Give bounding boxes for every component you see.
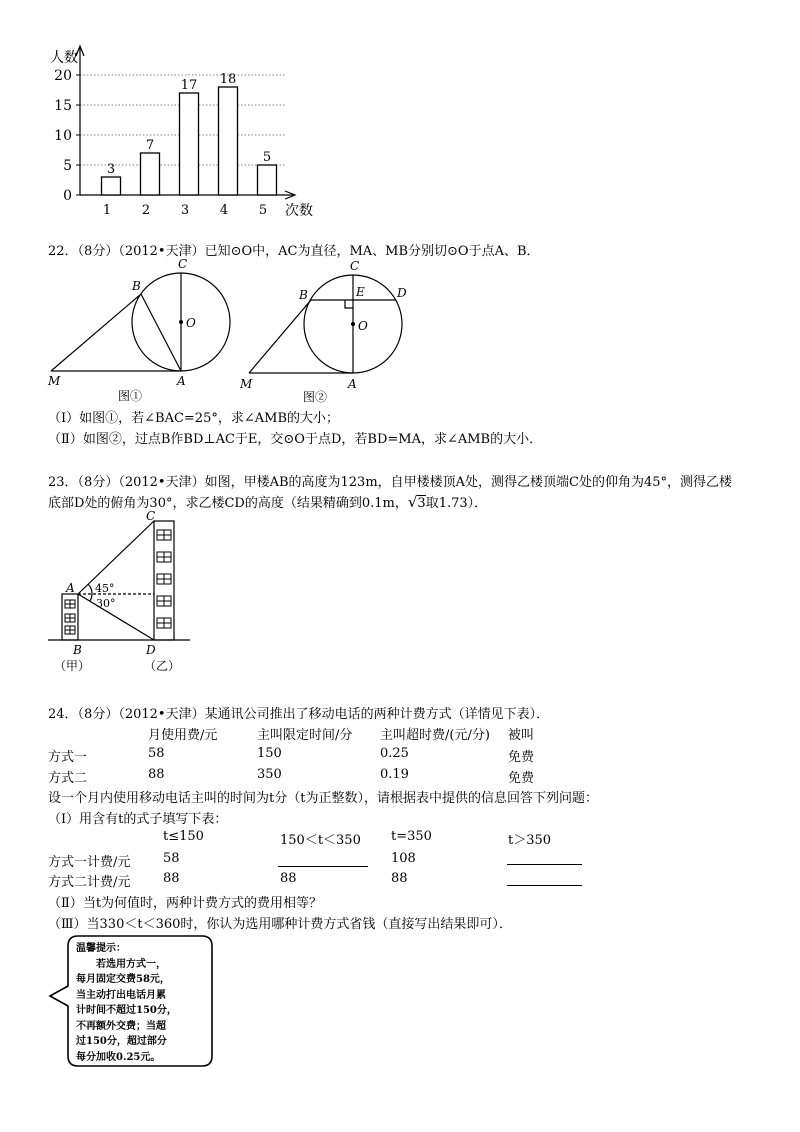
tip-line: 计时间不超过150分， <box>76 1005 177 1016</box>
center-point <box>351 322 355 326</box>
label-o: O <box>186 316 196 330</box>
q22-stem: 22．（8分）（2012•天津）已知⊙O中，AC为直径，MA、MB分别切⊙O于点A、B． <box>48 244 540 259</box>
label-b: B <box>132 279 141 293</box>
x-tick-label: 2 <box>141 203 151 218</box>
bar-value-label: 5 <box>262 150 272 165</box>
tangent-mb <box>249 300 311 373</box>
x-tick-label: 3 <box>180 203 190 218</box>
sqrt-symbol: √ <box>407 493 418 511</box>
windows-ab <box>65 600 75 634</box>
label-a: A <box>66 581 75 595</box>
fee-cell: 150 <box>257 746 282 761</box>
x-tick-label: 4 <box>219 203 229 218</box>
label-e: E <box>356 285 365 299</box>
fill-header: t≤150 <box>163 829 204 844</box>
fee-cell: 免费 <box>508 771 535 786</box>
bar <box>141 153 160 195</box>
fill-cell: 58 <box>163 851 180 866</box>
tip-line: 当主动打出电话月累 <box>76 989 166 1001</box>
fill-cell: 88 <box>163 871 180 886</box>
bar-value-label: 3 <box>106 162 116 177</box>
right-angle-mark <box>345 300 353 308</box>
bar-value-label: 18 <box>219 72 237 87</box>
fill-header: t＞350 <box>508 833 552 848</box>
caption-fig1: 图① <box>118 389 143 403</box>
fee-cell: 58 <box>148 746 165 761</box>
fee-header: 月使用费/元 <box>148 728 218 743</box>
angle-arc-30 <box>90 594 92 601</box>
label-b: B <box>299 288 308 302</box>
fee-header: 主叫限定时间/分 <box>257 728 353 743</box>
sight-line-ac <box>78 521 154 594</box>
label-o: O <box>358 319 368 333</box>
q23-line1: 23．（8分）（2012•天津）如图，甲楼AB的高度为123m，自甲楼楼顶A处，测得乙楼顶端C处的仰角为45°，测得乙楼 <box>48 475 733 490</box>
fee-cell: 方式二 <box>48 771 88 786</box>
fill-header: 150＜t＜350 <box>280 833 361 848</box>
label-b: B <box>73 643 82 657</box>
sqrt-radicand: 3 <box>417 496 426 511</box>
tip-line: 不再额外交费；当超 <box>76 1020 166 1032</box>
q23-figure <box>40 508 240 678</box>
label-angle-30: 30° <box>96 597 116 610</box>
tip-line: 过150分，超过部分 <box>76 1036 167 1047</box>
fee-cell: 0.25 <box>380 746 409 761</box>
fill-cell: 88 <box>391 871 408 886</box>
y-tick-label: 5 <box>63 158 72 174</box>
label-a: A <box>348 377 357 391</box>
fee-cell: 方式一 <box>48 750 88 765</box>
answer-blank[interactable] <box>507 885 582 886</box>
q22-part1: （Ⅰ）如图①，若∠BAC=25°，求∠AMB的大小； <box>48 411 339 426</box>
label-yi: （乙） <box>144 659 181 673</box>
q22-part2: （Ⅱ）如图②，过点B作BD⊥AC于E，交⊙O于点D，若BD=MA，求∠AMB的大小． <box>48 432 543 447</box>
bar-value-label: 7 <box>145 138 155 153</box>
answer-blank[interactable] <box>507 864 582 865</box>
bar <box>180 93 199 195</box>
tip-line: 每分加收0.25元。 <box>76 1051 161 1063</box>
bar <box>102 177 121 195</box>
y-tick-label: 20 <box>54 68 72 84</box>
caption-fig2: 图② <box>303 390 328 404</box>
fee-cell: 88 <box>148 767 165 782</box>
label-c: C <box>350 259 360 273</box>
tip-text <box>76 941 177 1065</box>
y-tick-label: 0 <box>63 188 72 204</box>
bar-value-label: 17 <box>180 78 198 93</box>
q24-part2: （Ⅱ）当t为何值时，两种计费方式的费用相等？ <box>48 896 323 911</box>
q24-stem: 24．（8分）（2012•天津）某通讯公司推出了移动电话的两种计费方式（详情见下表）． <box>48 707 550 722</box>
tangent-mb <box>51 294 141 371</box>
label-m: M <box>48 374 61 388</box>
sight-line-ad <box>78 594 154 640</box>
tip-line: 每月固定交费58元， <box>76 974 170 985</box>
label-m: M <box>240 377 253 391</box>
chord-ba <box>141 294 181 371</box>
y-tick-label: 15 <box>54 98 72 114</box>
label-angle-45: 45° <box>95 582 115 595</box>
angle-arc-45 <box>88 584 92 594</box>
x-tick-label: 1 <box>102 203 112 218</box>
label-d: D <box>146 643 156 657</box>
q22-figure-1 <box>40 255 240 405</box>
tip-title: 温馨提示： <box>76 943 126 954</box>
q24-part3: （Ⅲ）当330＜t＜360时，你认为选用哪种计费方式省钱（直接写出结果即可）． <box>48 917 512 932</box>
y-tick-label: 10 <box>54 128 72 144</box>
center-point <box>179 320 183 324</box>
bar <box>219 87 238 195</box>
fill-cell: 方式一计费/元 <box>48 855 131 870</box>
fee-header: 被叫 <box>508 728 535 743</box>
q24-part1: （Ⅰ）用含有t的式子填写下表： <box>48 812 228 827</box>
fee-cell: 免费 <box>508 750 535 765</box>
x-tick-label: 5 <box>258 203 268 218</box>
answer-blank[interactable] <box>278 866 368 867</box>
q22-figure-2 <box>235 255 435 405</box>
bar-chart <box>0 0 330 225</box>
fee-cell: 350 <box>257 767 282 782</box>
label-c: C <box>146 509 156 523</box>
label-d: D <box>397 286 407 300</box>
q24-intro: 设一个月内使用移动电话主叫的时间为t分（t为正整数），请根据表中提供的信息回答下列问题： <box>48 791 598 806</box>
fee-cell: 0.19 <box>380 767 409 782</box>
label-c: C <box>178 257 188 271</box>
x-axis-label: 次数 <box>285 203 313 219</box>
bar <box>258 165 277 195</box>
y-axis-label: 人数 <box>50 50 78 66</box>
tip-line: 若选用方式一， <box>96 958 166 970</box>
label-a: A <box>177 374 186 388</box>
q23-line2-post: 取1.73）． <box>425 496 488 511</box>
fill-header: t=350 <box>391 829 432 844</box>
fee-header: 主叫超时费/(元/分) <box>380 728 490 743</box>
fill-cell: 108 <box>391 851 416 866</box>
fill-cell: 方式二计费/元 <box>48 875 131 890</box>
q23-line2-pre: 底部D处的俯角为30°，求乙楼CD的高度（结果精确到0.1m， <box>48 496 408 511</box>
windows-cd <box>157 530 171 628</box>
label-jia: （甲） <box>54 659 91 673</box>
fill-cell: 88 <box>280 871 297 886</box>
